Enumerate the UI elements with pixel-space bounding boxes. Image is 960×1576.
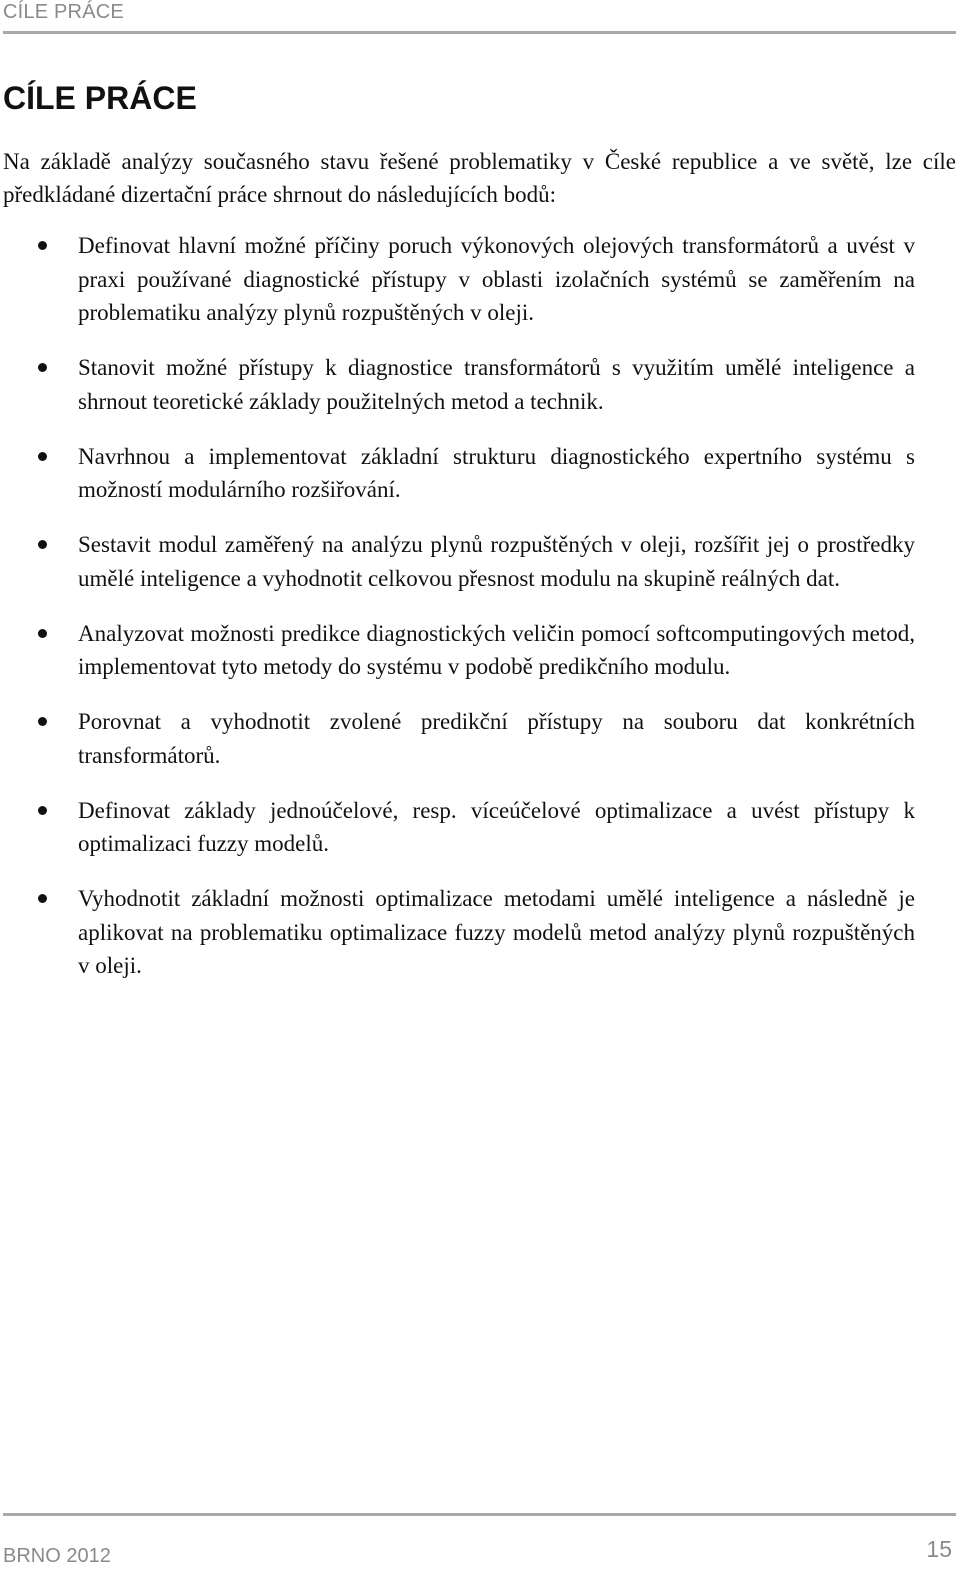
goal-text: Vyhodnotit základní možnosti optimalizace metodami umělé inteligence a následně je aplikovat na problematiku optimalizace fuzzy modelů metod analýzy plynů rozpuštěných v oleji. <box>78 886 915 978</box>
goal-item <box>0 794 915 861</box>
bullet-icon <box>38 540 47 549</box>
page-number: 15 <box>926 1536 952 1562</box>
goal-item <box>0 617 915 684</box>
goal-item <box>0 351 915 418</box>
goal-text: Porovnat a vyhodnotit zvolené predikční přístupy na souboru dat konkrétních transformátorů. <box>78 709 915 768</box>
bullet-icon <box>38 452 47 461</box>
goal-text: Analyzovat možnosti predikce diagnostických veličin pomocí softcomputingových metod, implementovat tyto metody do systému v podobě predikčního modulu. <box>78 620 915 679</box>
goal-text: Definovat hlavní možné příčiny poruch výkonových olejových transformátorů a uvést v praxi používané diagnostické přístupy v oblasti izolačních systémů se zaměřením na problematiku analýzy plynů rozpuštěných v oleji. <box>78 233 915 325</box>
bullet-icon <box>38 894 47 903</box>
goal-text: Definovat základy jednoúčelové, resp. víceúčelové optimalizace a uvést přístupy k optimalizaci fuzzy modelů. <box>78 797 915 856</box>
goal-item <box>0 705 915 772</box>
goal-item <box>0 528 915 595</box>
goal-text: Navrhnou a implementovat základní strukturu diagnostického expertního systému s možností modulárního rozšiřování. <box>78 443 915 502</box>
goal-text: Sestavit modul zaměřený na analýzu plynů rozpuštěných v oleji, rozšířit jej o prostředky umělé inteligence a vyhodnotit celkovou přesnost modulu na skupině reálných dat. <box>78 532 915 591</box>
goal-item <box>0 882 915 983</box>
bullet-icon <box>38 629 47 638</box>
footer-city-year: BRNO 2012 <box>3 1545 111 1567</box>
goals-list <box>0 229 960 1004</box>
goal-item <box>0 440 915 507</box>
goal-item <box>0 229 915 330</box>
footer-rule <box>3 1513 956 1516</box>
running-header: CÍLE PRÁCE <box>3 1 124 23</box>
intro-paragraph: Na základě analýzy současného stavu řešené problematiky v České republice a ve světě, lze cíle předkládané dizertační práce shrnout do následujících bodů: <box>3 149 956 207</box>
goal-text: Stanovit možné přístupy k diagnostice transformátorů s využitím umělé inteligence a shrnout teoretické základy použitelných metod a technik. <box>78 355 915 414</box>
bullet-icon <box>38 241 47 250</box>
bullet-icon <box>38 717 47 726</box>
header-rule <box>3 31 956 34</box>
bullet-icon <box>38 363 47 372</box>
chapter-title: CÍLE PRÁCE <box>3 80 197 116</box>
bullet-icon <box>38 806 47 815</box>
